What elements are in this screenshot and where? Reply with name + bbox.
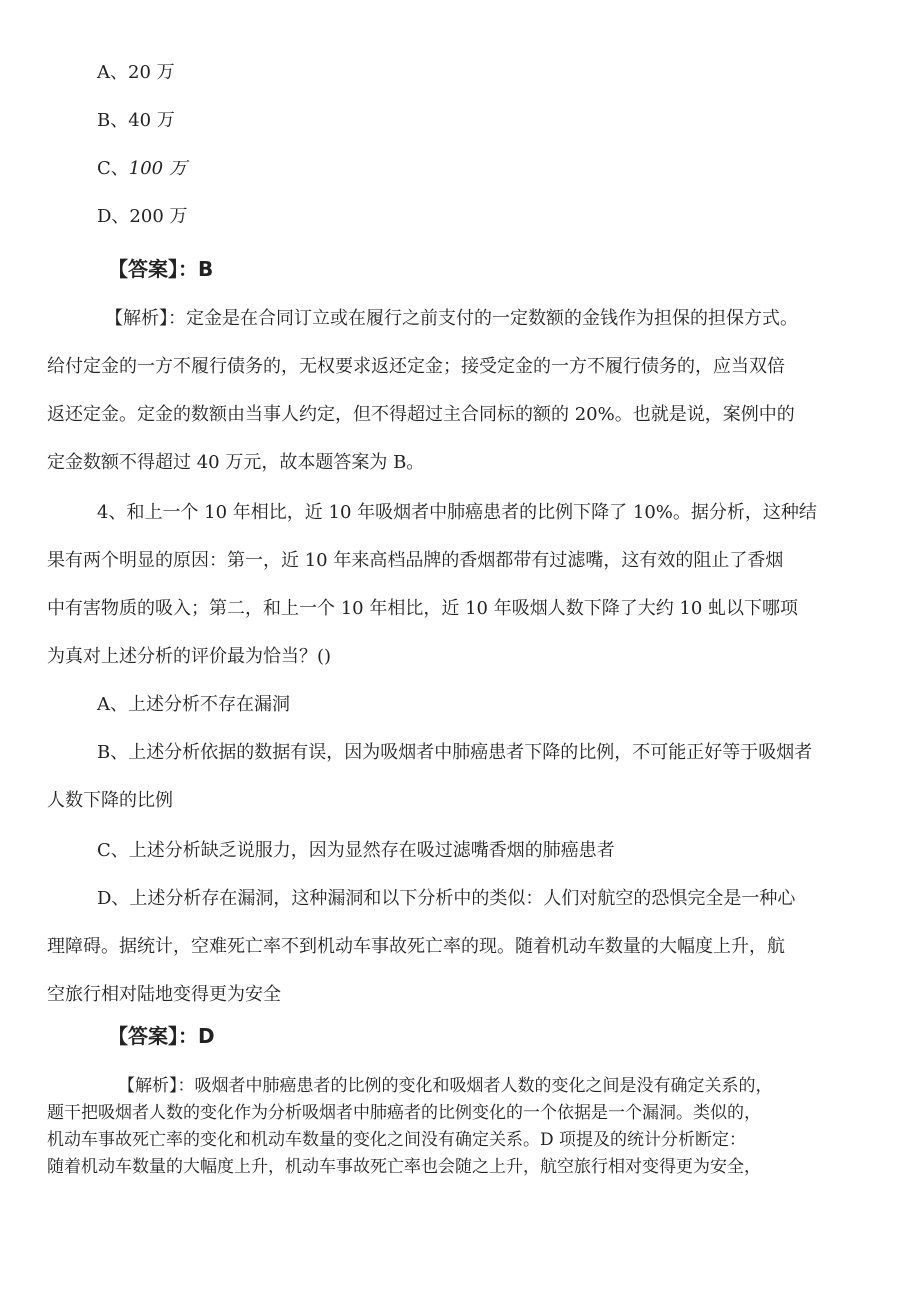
question-line: 果有两个明显的原因：第一，近 10 年来高档品牌的香烟都带有过滤嘴，这有效的阻止了香烟 — [47, 550, 784, 571]
option-d-continued: 空旅行相对陆地变得更为安全 — [47, 984, 281, 1005]
option-c — [97, 157, 187, 181]
option-b-continued: 人数下降的比例 — [47, 790, 173, 811]
analysis-line: 【解析】：吸烟者中肺癌患者的比例的变化和吸烟者人数的变化之间是没有确定关系的， — [118, 1076, 773, 1096]
option-b: B、40 万 — [97, 110, 175, 131]
analysis-line: 机动车事故死亡率的变化和机动车数量的变化之间没有确定关系。D 项提及的统计分析断定： — [47, 1130, 747, 1150]
option-b: B、上述分析依据的数据有误，因为吸烟者中肺癌患者下降的比例，不可能正好等于吸烟者 — [97, 742, 813, 763]
analysis-line: 题干把吸烟者人数的变化作为分析吸烟者中肺癌者的比例变化的一个依据是一个漏洞。类似的， — [47, 1103, 761, 1123]
question-line: 为真对上述分析的评价最为恰当？() — [47, 646, 332, 667]
option-a: A、20 万 — [97, 62, 175, 83]
option-a: A、上述分析不存在漏洞 — [97, 694, 290, 715]
option-c-label: C、 — [97, 158, 129, 179]
question-line: 4、和上一个 10 年相比，近 10 年吸烟者中肺癌患者的比例下降了 10%。据分析，这种结 — [97, 502, 817, 523]
answer-heading: 【答案】：D — [108, 1024, 215, 1048]
option-d: D、200 万 — [97, 206, 188, 227]
analysis-line: 定金数额不得超过 40 万元，故本题答案为 B。 — [47, 452, 425, 473]
analysis-line: 给付定金的一方不履行债务的，无权要求返还定金；接受定金的一方不履行债务的，应当双倍 — [47, 356, 785, 377]
option-c: C、上述分析缺乏说服力，因为显然存在吸过滤嘴香烟的肺癌患者 — [97, 840, 615, 861]
answer-heading: 【答案】：B — [108, 257, 214, 281]
option-d: D、上述分析存在漏洞，这种漏洞和以下分析中的类似：人们对航空的恐惧完全是一种心 — [97, 888, 796, 909]
analysis-line: 随着机动车数量的大幅度上升，机动车事故死亡率也会随之上升，航空旅行相对变得更为安全， — [47, 1157, 761, 1177]
option-c-value: 100 万 — [128, 158, 187, 179]
question-line: 中有害物质的吸入；第二，和上一个 10 年相比，近 10 年吸烟人数下降了大约 10 虬以下哪项 — [47, 598, 799, 619]
analysis-line: 返还定金。定金的数额由当事人约定，但不得超过主合同标的额的 20%。也就是说，案例中的 — [47, 404, 795, 425]
analysis-line: 【解析】：定金是在合同订立或在履行之前支付的一定数额的金钱作为担保的担保方式。 — [105, 308, 798, 329]
option-d-continued: 理障碍。据统计，空难死亡率不到机动车事故死亡率的现。随着机动车数量的大幅度上升，航 — [47, 936, 785, 957]
